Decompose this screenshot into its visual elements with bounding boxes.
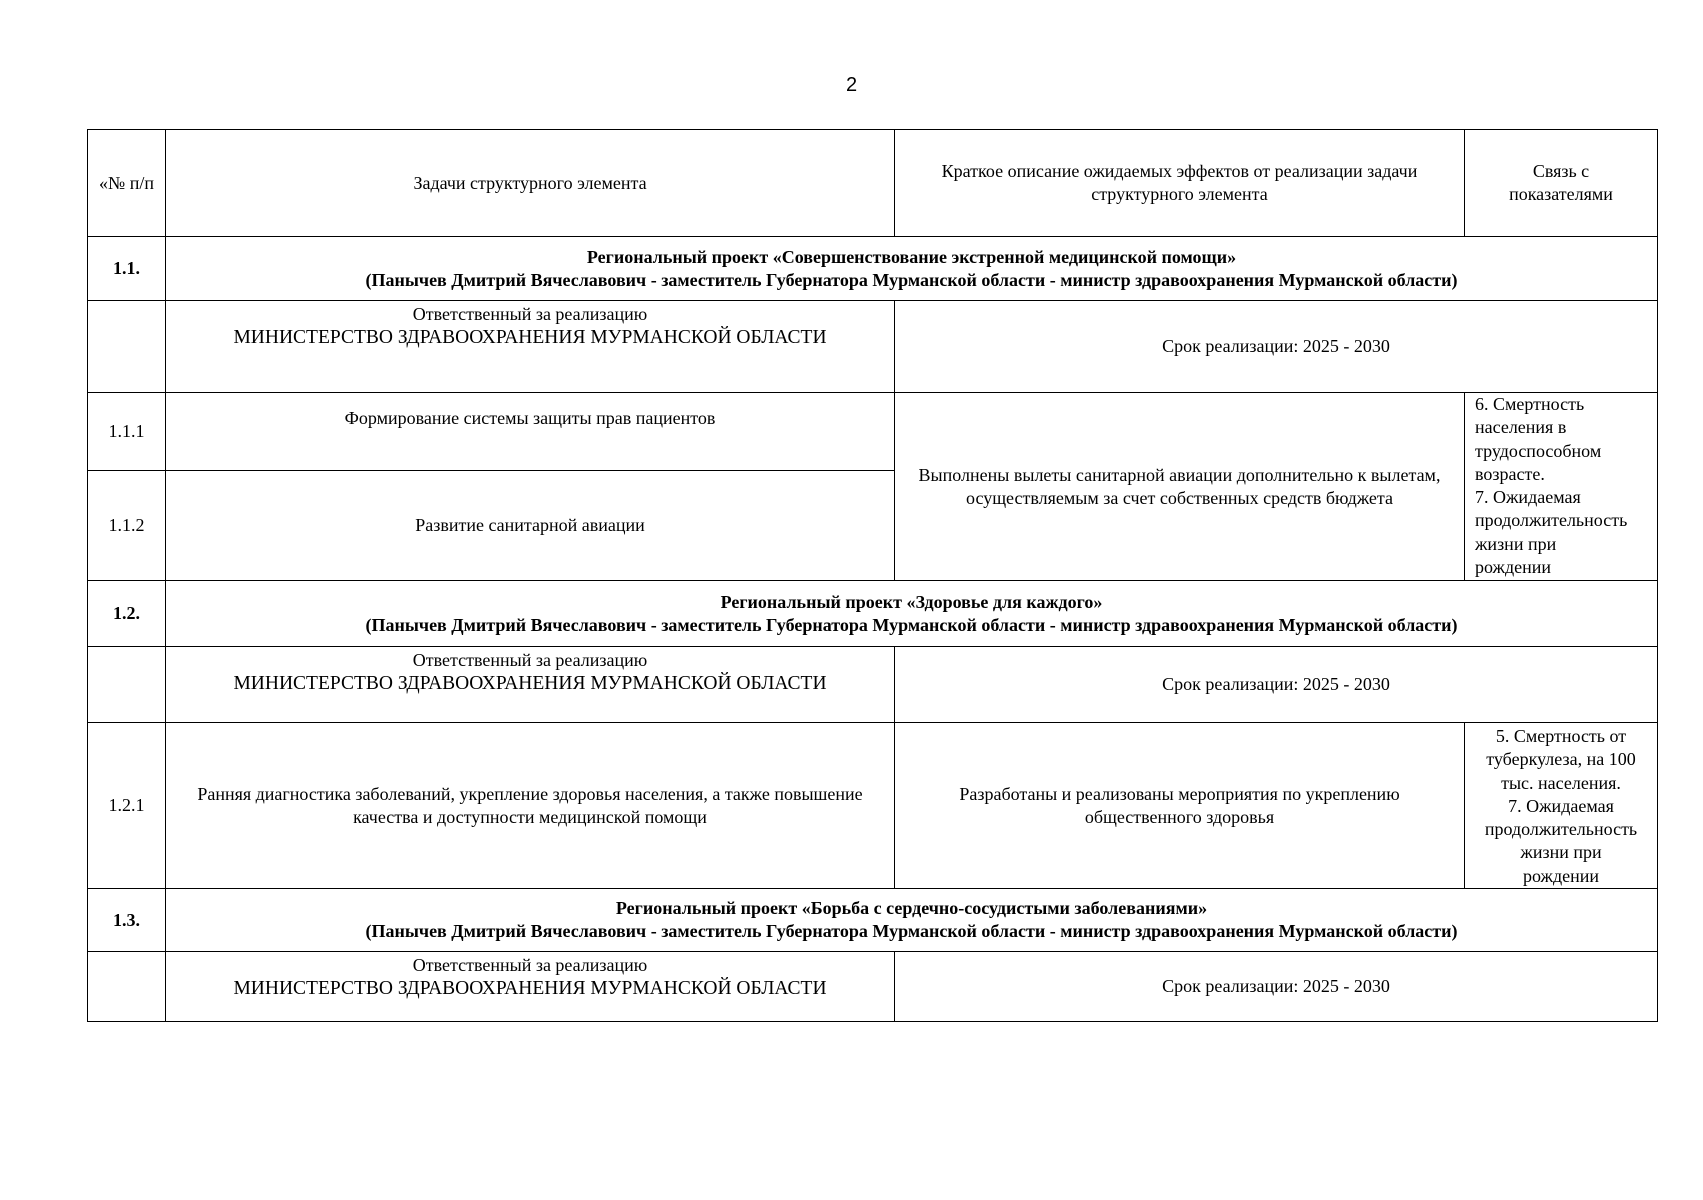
project-curator: (Панычев Дмитрий Вячеславович - заместитель Губернатора Мурманской области - министр здравоохранения Мурманской области) [365, 269, 1458, 290]
empty-cell [88, 952, 166, 1022]
indicator-line: продолжительность [1484, 819, 1638, 840]
responsible-label: Ответственный за реализацию [412, 304, 648, 324]
responsible-org: МИНИСТЕРСТВО ЗДРАВООХРАНЕНИЯ МУРМАНСКОЙ ОБЛАСТИ [233, 673, 827, 694]
task-text: Ранняя диагностика заболеваний, укрепление здоровья населения, а также повышение качества и доступности медицинской помощи [166, 723, 895, 889]
structural-elements-table [87, 129, 1658, 1022]
responsible-cell [166, 647, 895, 723]
header-num: «№ п/п [88, 130, 166, 237]
empty-cell [88, 647, 166, 723]
header-effects: Краткое описание ожидаемых эффектов от реализации задачи структурного элемента [895, 130, 1465, 237]
indicator-line: рождении [1475, 557, 1552, 578]
task-row [88, 393, 1658, 471]
period-cell: Срок реализации: 2025 - 2030 [895, 952, 1658, 1022]
project-title: Региональный проект «Совершенствование экстренной медицинской помощи» [586, 246, 1237, 267]
task-indicators [1465, 393, 1658, 581]
responsible-label: Ответственный за реализацию [412, 955, 648, 976]
indicator-line: тыс. населения. [1501, 772, 1621, 793]
responsible-label: Ответственный за реализацию [412, 650, 648, 670]
responsible-org: МИНИСТЕРСТВО ЗДРАВООХРАНЕНИЯ МУРМАНСКОЙ ОБЛАСТИ [233, 978, 827, 1000]
responsible-cell [166, 952, 895, 1022]
task-effect: Разработаны и реализованы мероприятия по укреплению общественного здоровья [895, 723, 1465, 889]
responsible-org: МИНИСТЕРСТВО ЗДРАВООХРАНЕНИЯ МУРМАНСКОЙ ОБЛАСТИ [233, 327, 827, 348]
project-title: Региональный проект «Борьба с сердечно-сосудистыми заболеваниями» [615, 898, 1208, 919]
project-row [88, 237, 1658, 301]
project-row [88, 889, 1658, 952]
task-text: Формирование системы защиты прав пациентов [166, 393, 895, 471]
period-cell: Срок реализации: 2025 - 2030 [895, 647, 1658, 723]
indicator-line: продолжительность [1475, 510, 1628, 531]
indicator-line: туберкулеза, на 100 [1486, 749, 1636, 770]
indicator-line: возрасте. [1475, 463, 1545, 484]
empty-cell [88, 301, 166, 393]
indicator-line: рождении [1522, 865, 1600, 886]
project-num: 1.1. [88, 237, 166, 301]
task-num: 1.1.1 [88, 393, 166, 471]
project-title-cell [166, 889, 1658, 952]
project-num: 1.3. [88, 889, 166, 952]
project-curator: (Панычев Дмитрий Вячеславович - заместитель Губернатора Мурманской области - министр здравоохранения Мурманской области) [365, 921, 1458, 942]
page-number: 2 [845, 74, 858, 96]
table-header-row [88, 130, 1658, 237]
project-row [88, 581, 1658, 647]
indicator-line: 5. Смертность от [1495, 726, 1627, 746]
task-indicators [1465, 723, 1658, 889]
task-effect: Выполнены вылеты санитарной авиации дополнительно к вылетам, осуществляемым за счет собственных средств бюджета [895, 393, 1465, 581]
task-text: Развитие санитарной авиации [166, 471, 895, 581]
project-curator: (Панычев Дмитрий Вячеславович - заместитель Губернатора Мурманской области - министр здравоохранения Мурманской области) [365, 614, 1458, 635]
indicator-line: жизни при [1520, 842, 1602, 863]
indicator-line: жизни при [1475, 533, 1557, 554]
header-tasks: Задачи структурного элемента [166, 130, 895, 237]
responsible-row [88, 301, 1658, 393]
responsible-row [88, 647, 1658, 723]
period-cell: Срок реализации: 2025 - 2030 [895, 301, 1658, 393]
header-indicators: Связь с показателями [1465, 130, 1658, 237]
project-title-cell [166, 237, 1658, 301]
task-num: 1.2.1 [88, 723, 166, 889]
indicator-line: населения в [1475, 417, 1567, 438]
task-num: 1.1.2 [88, 471, 166, 581]
responsible-cell [166, 301, 895, 393]
responsible-row [88, 952, 1658, 1022]
project-title-cell [166, 581, 1658, 647]
indicator-line: 6. Смертность [1475, 394, 1585, 414]
indicator-line: 7. Ожидаемая [1475, 487, 1581, 508]
task-row [88, 723, 1658, 889]
project-title: Региональный проект «Здоровье для каждого» [720, 591, 1103, 612]
project-num: 1.2. [88, 581, 166, 647]
indicator-line: трудоспособном [1475, 440, 1602, 461]
indicator-line: 7. Ожидаемая [1508, 795, 1614, 816]
